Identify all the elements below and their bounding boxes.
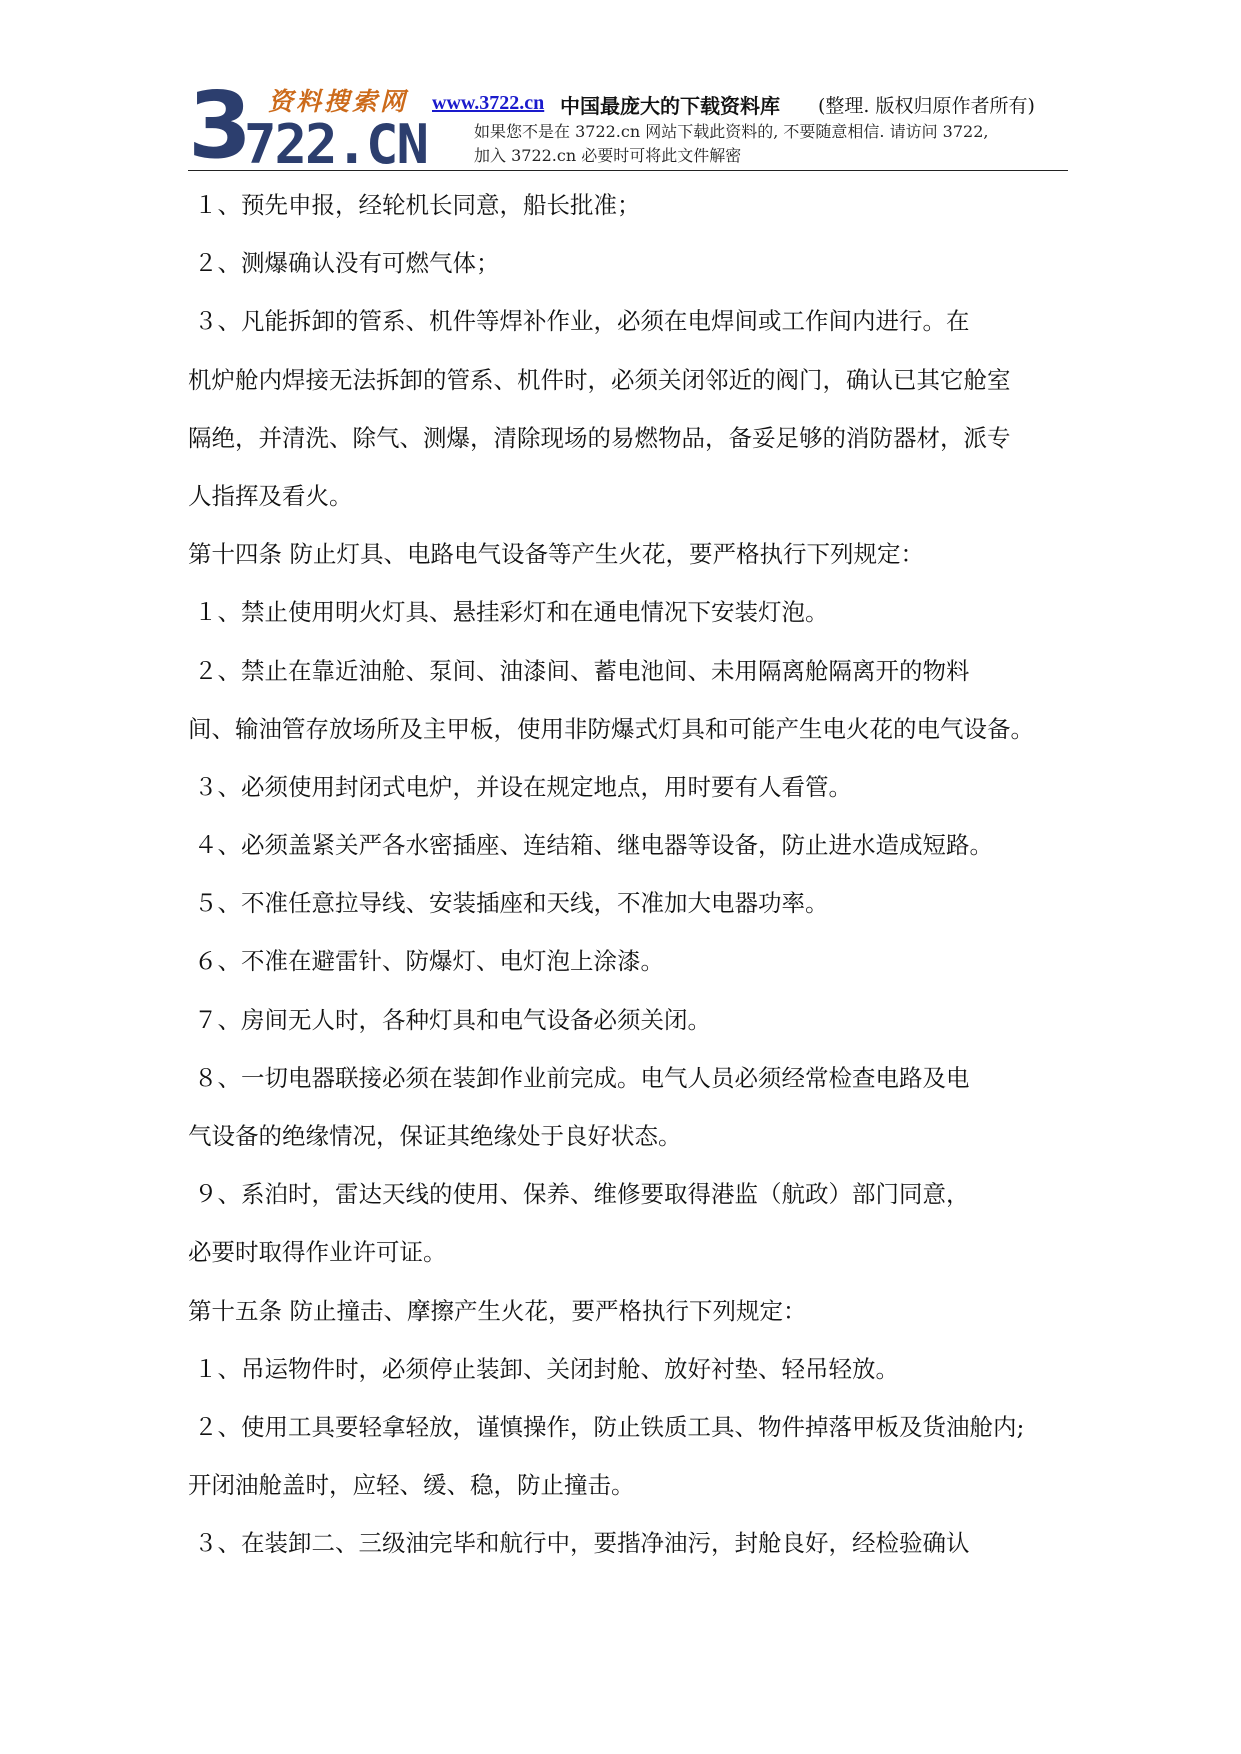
site-tagline: 中国最庞大的下载资料库 (560, 94, 780, 118)
text-line: ２、禁止在靠近油舱、泵间、油漆间、蓄电池间、未用隔离舱隔离开的物料 (194, 656, 970, 685)
text-line: ９、系泊时，雷达天线的使用、保养、维修要取得港监（航政）部门同意， (194, 1180, 970, 1209)
logo-slogan: 资料搜索网 (268, 87, 409, 116)
text-line: ６、不准在避雷针、防爆灯、电灯泡上涂漆。 (194, 947, 664, 976)
text-line: ３、必须使用封闭式电炉，并设在规定地点，用时要有人看管。 (194, 772, 852, 801)
text-line: 机炉舱内焊接无法拆卸的管系、机件时，必须关闭邻近的阀门，确认已其它舱室 (188, 365, 1011, 394)
notice-line: 如果您不是在 3722.cn 网站下载此资料的, 不要随意相信. 请访问 3722, (474, 122, 989, 141)
text-line: ３、在装卸二、三级油完毕和航行中，要揩净油污，封舱良好，经检验确认 (194, 1529, 970, 1558)
text-line: ３、凡能拆卸的管系、机件等焊补作业，必须在电焊间或工作间内进行。在 (194, 307, 970, 336)
text-line: 隔绝，并清洗、除气、测爆，清除现场的易燃物品，备妥足够的消防器材，派专 (188, 423, 1011, 452)
document-body (188, 184, 1068, 1581)
logo-digit: 3 (188, 72, 253, 179)
site-logo[interactable] (188, 72, 428, 179)
header-divider (188, 170, 1068, 171)
text-line: ５、不准任意拉导线、安装插座和天线，不准加大电器功率。 (194, 889, 829, 918)
text-line: １、预先申报，经轮机长同意，船长批准； (194, 191, 641, 219)
text-line: ７、房间无人时，各种灯具和电气设备必须关闭。 (194, 1005, 711, 1034)
text-line: 气设备的绝缘情况，保证其绝缘处于良好状态。 (188, 1122, 682, 1150)
logo-domain: 722.CN (244, 113, 428, 176)
text-line: 必要时取得作业许可证。 (188, 1238, 447, 1267)
copyright-note: (整理. 版权归原作者所有) (818, 95, 1035, 117)
text-line: ２、使用工具要轻拿轻放，谨慎操作，防止铁质工具、物件掉落甲板及货油舱内; (194, 1412, 1025, 1441)
text-line: 开闭油舱盖时，应轻、缓、稳，防止撞击。 (188, 1471, 635, 1500)
notice-line: 加入 3722.cn 必要时可将此文件解密 (474, 146, 742, 165)
text-line: ２、测爆确认没有可燃气体； (194, 249, 500, 278)
download-notice (474, 120, 988, 168)
site-url-link[interactable]: www.3722.cn (432, 92, 545, 114)
text-line: 间、输油管存放场所及主甲板，使用非防爆式灯具和可能产生电火花的电气设备。 (188, 714, 1034, 743)
article-heading: 第十五条 防止撞击、摩擦产生火花，要严格执行下列规定： (188, 1296, 807, 1325)
page-header (188, 72, 1068, 179)
article-heading: 第十四条 防止灯具、电路电气设备等产生火花，要严格执行下列规定： (188, 540, 924, 569)
text-line: ４、必须盖紧关严各水密插座、连结箱、继电器等设备，防止进水造成短路。 (194, 831, 993, 860)
text-line: ８、一切电器联接必须在装卸作业前完成。电气人员必须经常检查电路及电 (194, 1063, 970, 1092)
text-line: １、吊运物件时，必须停止装卸、关闭封舱、放好衬垫、轻吊轻放。 (194, 1354, 899, 1383)
text-line: 人指挥及看火。 (188, 481, 353, 510)
text-line: １、禁止使用明火灯具、悬挂彩灯和在通电情况下安装灯泡。 (194, 598, 829, 627)
